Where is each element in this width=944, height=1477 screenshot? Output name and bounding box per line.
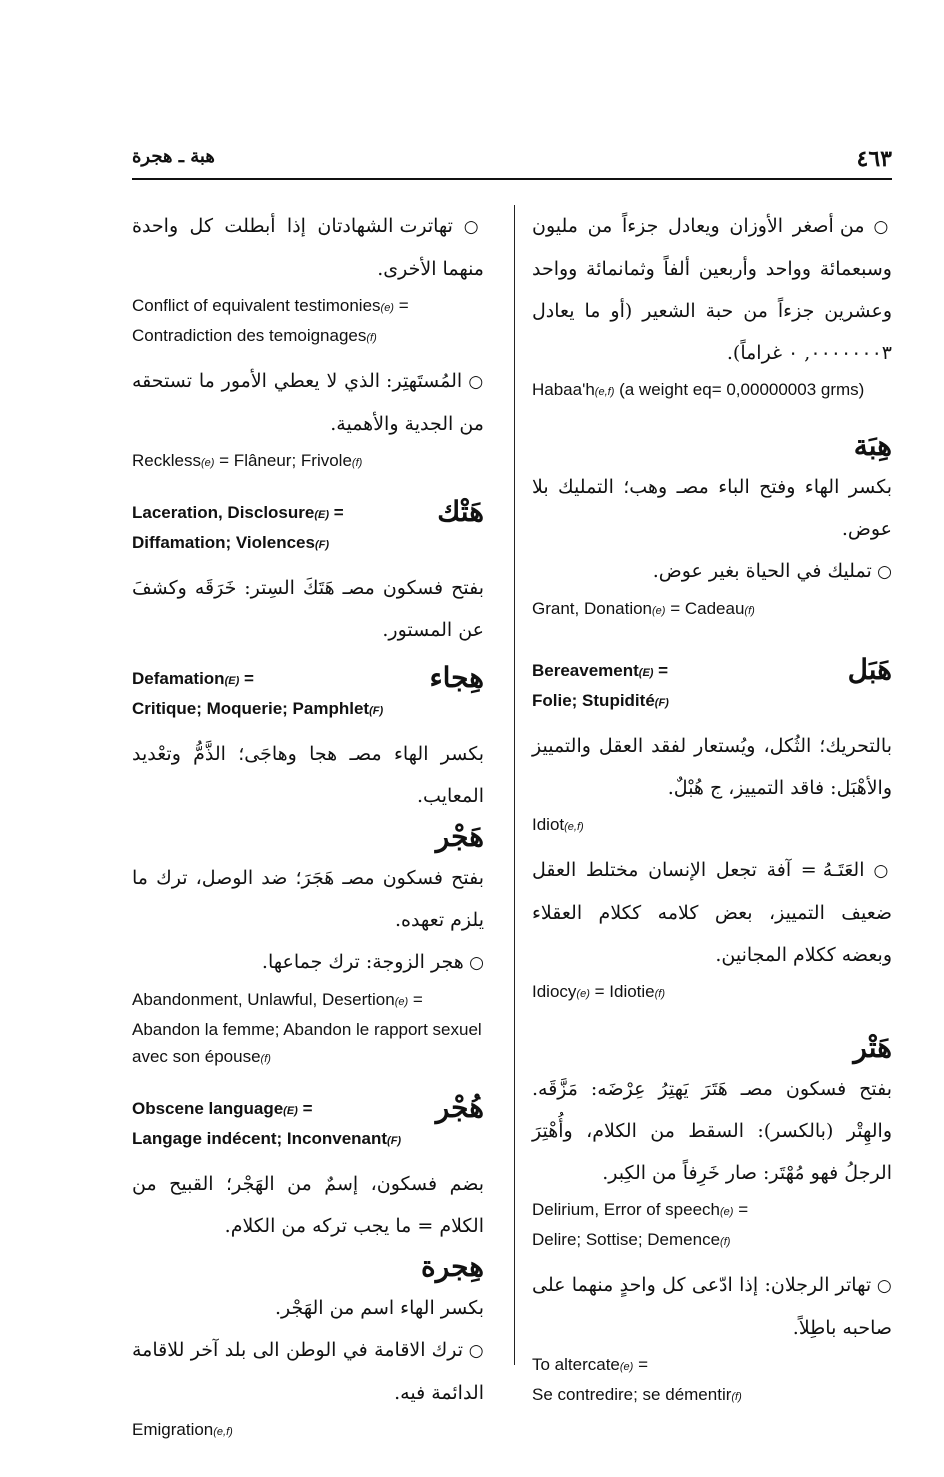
translation: Reckless(e) = Flâneur; Frivole(f) — [132, 451, 363, 470]
translation: Abandonment, Unlawful, Desertion(e) = Abandon la femme; Abandon le rapport sexuel avec son épouse(f) — [132, 990, 482, 1066]
headword: هَتْك — [437, 495, 484, 528]
entry-text: ○ تهاتر الرجلان: إذا ادّعى كل واحدٍ منهما على صاحبه باطِلاً. — [532, 1274, 892, 1339]
headword: هِجرة — [421, 1250, 484, 1283]
entry-text: بكسر الهاء وفتح الباء مصـ وهب؛ التمليك بلا عوض. — [532, 476, 892, 540]
bullet-icon: ○ — [871, 562, 892, 582]
headword: هُجْر — [435, 1091, 484, 1124]
translation: Habaa'h(e,f) (a weight eq= 0,00000003 grms) — [532, 380, 865, 399]
entry-text: ○ هجر الزوجة: ترك جماعها. — [261, 951, 484, 973]
entry-text: بفتح فسكون مصـ هَتَكَ السِتر: خَرَقَه وكشفَ عن المستور. — [132, 577, 484, 641]
bullet-icon: ○ — [463, 953, 484, 973]
bullet-icon: ○ — [864, 217, 892, 237]
translation: Delirium, Error of speech(e) = Delire; Sottise; Demence(f) — [532, 1200, 749, 1249]
page-number: ٤٦٣ — [856, 146, 892, 172]
entry-text: بكسر الهاء اسم من الهَجْر. — [274, 1297, 484, 1319]
headword: هَبَل — [847, 653, 892, 686]
headword: هِبَة — [853, 429, 892, 462]
translation: To altercate(e) = Se contredire; se démentir(f) — [532, 1355, 742, 1404]
entry-text: ○ المُستَهتِر: الذي لا يعطي الأمور ما تستحقه من الجدية والأهمية. — [132, 370, 484, 435]
right-column — [532, 205, 892, 1419]
headword-row — [132, 1091, 484, 1155]
bullet-icon: ○ — [871, 1276, 892, 1296]
running-title: هبة ـ هجرة — [132, 146, 215, 167]
entry-text: ○ ترك الاقامة في الوطن الى بلد آخر للاقامة الدائمة فيه. — [132, 1339, 484, 1404]
column-divider — [514, 205, 515, 1365]
headword-row — [132, 495, 484, 559]
bullet-icon: ○ — [452, 217, 484, 237]
translation: Idiocy(e) = Idiotie(f) — [532, 982, 666, 1001]
entry-text: بفتح فسكون مصـ هَجَرَ؛ ضد الوصل، ترك ما يلزم تعهده. — [132, 867, 484, 931]
page-header — [132, 140, 892, 180]
translation: Bereavement(E) = Folie; Stupidité(F) — [532, 661, 669, 710]
bullet-icon: ○ — [864, 861, 892, 881]
translation: Grant, Donation(e) = Cadeau(f) — [532, 599, 755, 618]
entry-text: بالتحريك؛ الثُكل، ويُستعار لفقد العقل والتمييز والأهْبَل: فاقد التمييز، ج هُبْلٌ. — [532, 735, 892, 799]
translation: Idiot(e,f) — [532, 815, 584, 834]
translation: Conflict of equivalent testimonies(e) = Contradiction des temoignages(f) — [132, 296, 409, 345]
headword: هَجْر — [435, 820, 484, 853]
headword: هِجاء — [429, 661, 484, 694]
entry-text: ○ العَتَـهُ = آفة تجعل الإنسان مختلط العقل ضعيف التمييز، بعض كلامه ككلام العقلاء وبعضه ككلام المجانين. — [532, 859, 892, 966]
translation: Defamation(E) = Critique; Moquerie; Pamphlet(F) — [132, 669, 384, 718]
headword-row — [532, 653, 892, 717]
bullet-icon: ○ — [462, 372, 484, 392]
entry-text: ○ تمليك في الحياة بغير عوض. — [652, 560, 892, 582]
headword-row — [132, 661, 484, 725]
headword: هَتْر — [853, 1031, 892, 1064]
translation: Emigration(e,f) — [132, 1420, 233, 1439]
translation: Laceration, Disclosure(E) = Diffamation; Violences(F) — [132, 503, 344, 552]
entry-text: ○ تهاترت الشهادتان إذا أبطلت كل واحدة منهما الأخرى. — [132, 215, 484, 280]
entry-text: بفتح فسكون مصـ هَتَرَ يَهتِرُ عِرْضَه: مَزَّقَه. والهِتْر (بالكسر): السقط من الكلام، وأُهْتِرَ الرجلُ فهو مُهْتَر: صار خَرِفاً من الكِبر. — [532, 1078, 892, 1184]
bullet-icon: ○ — [463, 1341, 484, 1361]
header-rule — [132, 178, 892, 180]
entry-text: بضم فسكون، إسمٌ من الهَجْر؛ القبيح من الكلام = ما يجب تركه من الكلام. — [132, 1173, 484, 1237]
entry-text: بكسر الهاء مصـ هجا وهاجَى؛ الذَّمُّ وتعْديد المعايب. — [132, 743, 484, 807]
left-column — [132, 205, 484, 1454]
translation: Obscene language(E) = Langage indécent; Inconvenant(F) — [132, 1099, 402, 1148]
entry-text: ○ من أصغر الأوزان ويعادل جزءاً من مليون وسبعمائة وواحد وأربعين ألفاً وثمانمائة وواحد وعشرين جزءاً من حبة الشعير (أو ما يعادل ٠٠٠٠٠٠٠٣, ٠ غراماً). — [532, 215, 892, 364]
